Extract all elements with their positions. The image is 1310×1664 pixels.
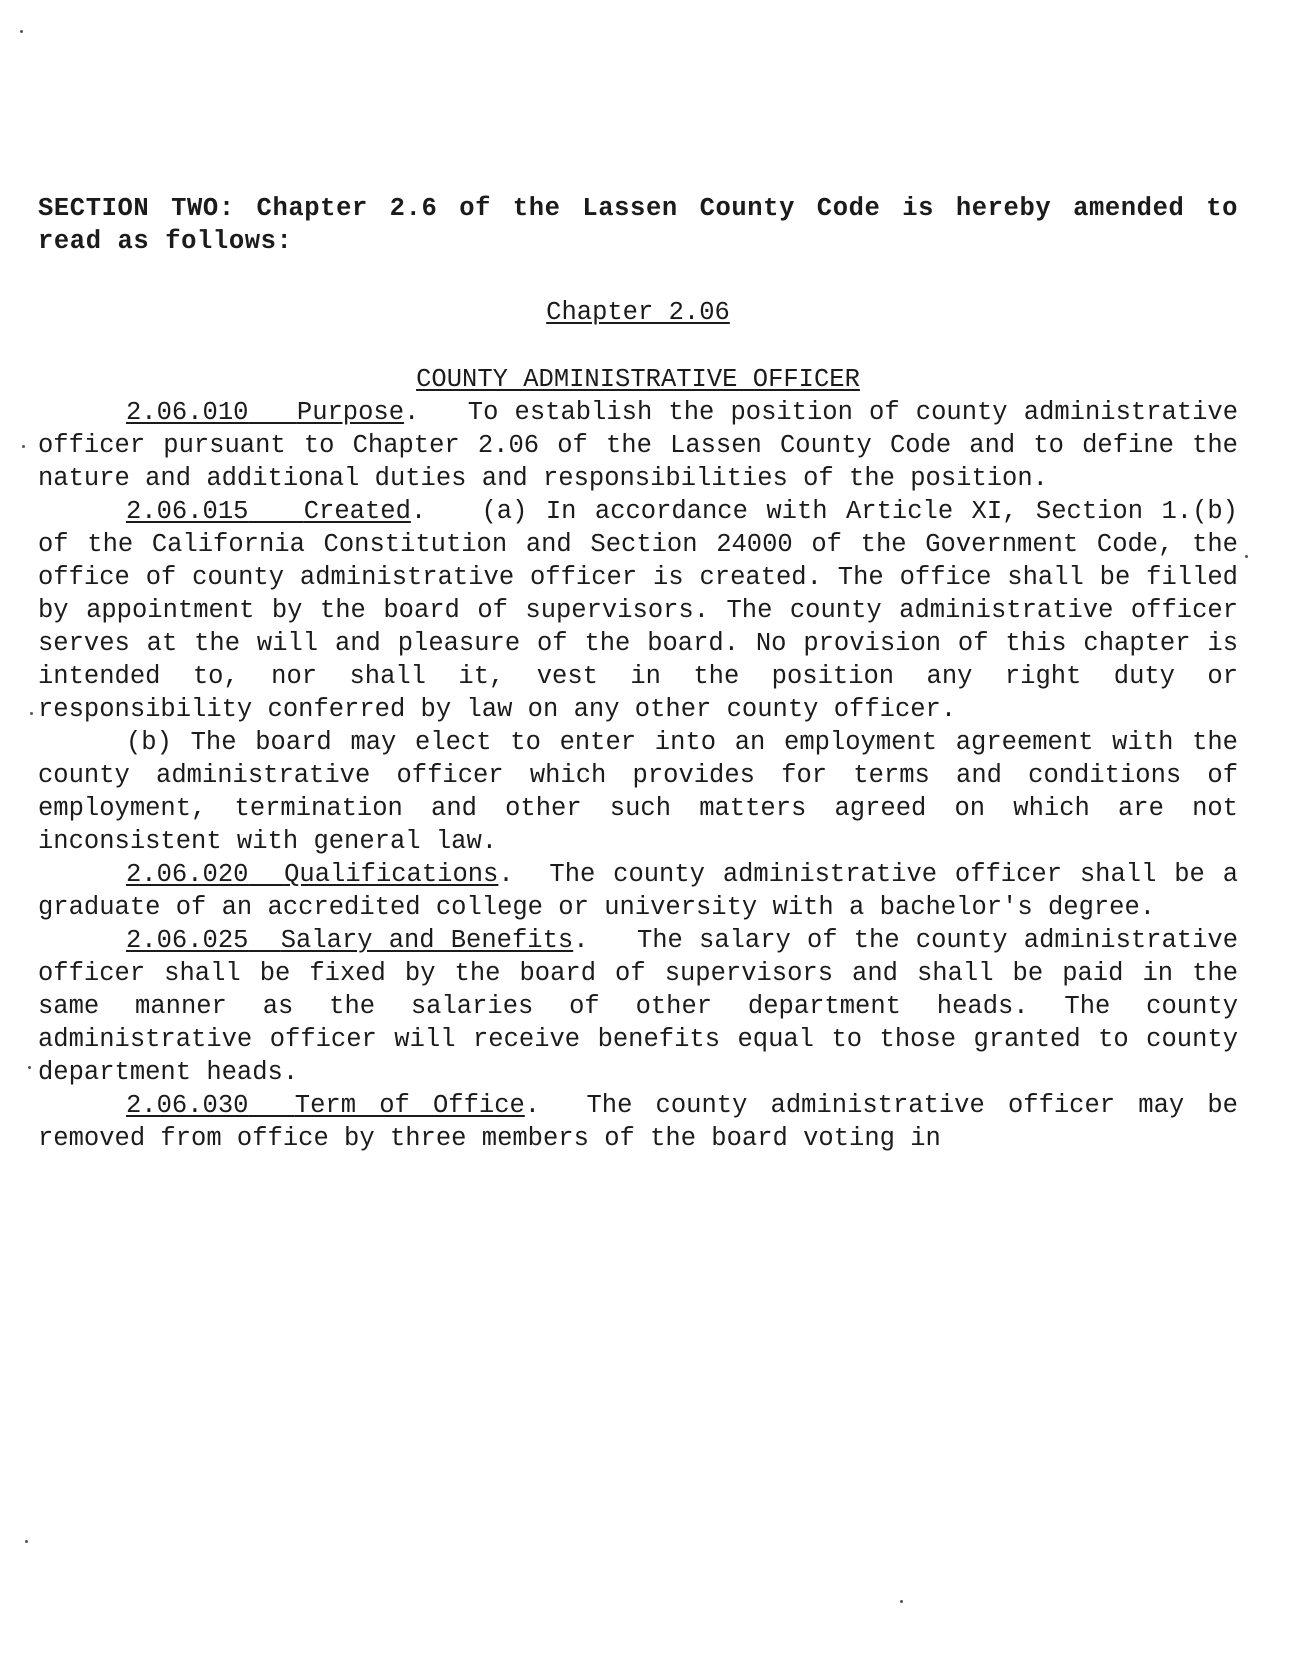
section-2-06-015-b: (b) The board may elect to enter into an employment agreement with the county administrative officer which provides for terms and conditions of employment, termination and other such matters agreed on which are not inconsistent with general law. (38, 728, 1238, 856)
chapter-heading: Chapter 2.06 (546, 298, 730, 327)
section-2-06-015: 2.06.015 Created. (a) In accordance with Article XI, Section 1.(b) of the California Constitution and Section 24000 of the Government Code, the office of county administrative officer is created. The office shall be filled by appointment by the board of supervisors. The county administrative officer serves at the will and pleasure of the board. No provision of this chapter is intended to, nor shall it, vest in the position any right duty or responsibility conferred by law on any other county officer. (38, 497, 1238, 724)
section-2-06-020: 2.06.020 Qualifications. The county administrative officer shall be a graduate of an accredited college or university with a bachelor's degree. (38, 860, 1238, 922)
section-label: 2.06.015 Created (126, 497, 411, 526)
section-2-06-030: 2.06.030 Term of Office. The county administrative officer may be removed from office by three members of the board voting in (38, 1091, 1238, 1153)
section-text: The county administrative officer may be removed from office by three members of the board voting in (38, 1091, 1238, 1153)
scan-speck (22, 445, 25, 448)
scan-speck (20, 30, 23, 33)
section-label: 2.06.010 Purpose (126, 398, 405, 427)
document-page (38, 192, 1238, 1155)
scan-speck (30, 712, 33, 715)
scan-speck (900, 1600, 903, 1603)
section-label: 2.06.025 Salary and Benefits (126, 926, 574, 955)
section-2-06-010: 2.06.010 Purpose. To establish the position of county administrative officer pursuant to Chapter 2.06 of the Lassen County Code and to define the nature and additional duties and responsibilities of the position. (38, 398, 1238, 493)
section-text: The county administrative officer shall be a graduate of an accredited college or university with a bachelor's degree. (38, 860, 1238, 922)
section-2-06-025: 2.06.025 Salary and Benefits. The salary of the county administrative officer shall be fixed by the board of supervisors and shall be paid in the same manner as the salaries of other department heads. The county administrative officer will receive benefits equal to those granted to county department heads. (38, 926, 1238, 1087)
section-label: 2.06.030 Term of Office (126, 1091, 525, 1120)
chapter-title: COUNTY ADMINISTRATIVE OFFICER (416, 365, 860, 394)
section-text: To establish the position of county administrative officer pursuant to Chapter 2.06 of the Lassen County Code and to define the nature and additional duties and responsibilities of the position. (38, 398, 1238, 493)
scan-speck (1245, 555, 1248, 558)
section-text: The salary of the county administrative officer shall be fixed by the board of supervisors and shall be paid in the same manner as the salaries of other department heads. The county administrative officer will receive benefits equal to those granted to county department heads. (38, 926, 1238, 1087)
section-text: (a) In accordance with Article XI, Section 1.(b) of the California Constitution and Section 24000 of the Government Code, the office of county administrative officer is created. The office shall be filled by appointment by the board of supervisors. The county administrative officer serves at the will and pleasure of the board. No provision of this chapter is intended to, nor shall it, vest in the position any right duty or responsibility conferred by law on any other county officer. (38, 497, 1238, 724)
section-label: 2.06.020 Qualifications (126, 860, 499, 889)
section-intro: SECTION TWO: Chapter 2.6 of the Lassen County Code is hereby amended to read as follows: (38, 194, 1238, 256)
scan-speck (28, 1066, 31, 1069)
scan-speck (25, 1540, 28, 1543)
